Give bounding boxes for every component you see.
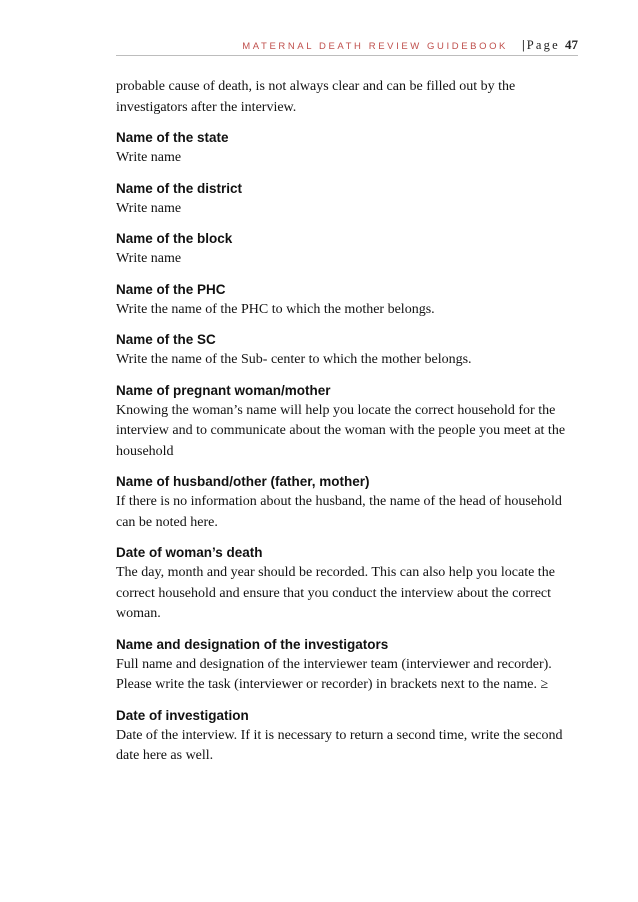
section-heading: Name of pregnant woman/mother xyxy=(116,382,331,398)
page-header xyxy=(116,37,578,56)
section-heading: Name of the PHC xyxy=(116,281,226,297)
section-sc xyxy=(116,330,584,371)
section-body: If there is no information about the husband, the name of the head of household can be noted here. xyxy=(116,494,562,530)
page-word: Page xyxy=(526,38,560,52)
section-heading: Date of investigation xyxy=(116,707,249,723)
section-body: Date of the interview. If it is necessary to return a second time, write the second date here as well. xyxy=(116,727,563,763)
page-separator: | xyxy=(522,38,525,52)
section-block xyxy=(116,229,584,270)
section-body: Write the name of the PHC to which the mother belongs. xyxy=(116,301,435,317)
intro-paragraph: probable cause of death, is not always clear and can be filled out by the investigators after the interview. xyxy=(116,79,516,115)
section-body: Write name xyxy=(116,200,182,216)
running-title: MATERNAL DEATH REVIEW GUIDEBOOK xyxy=(242,41,508,52)
section-body: The day, month and year should be recorded. This can also help you locate the correct household and ensure that you conduct the interview about the correct woman. xyxy=(116,565,555,621)
section-investigation-date xyxy=(116,706,584,767)
section-heading: Date of woman’s death xyxy=(116,545,263,560)
section-husband-name xyxy=(116,472,584,533)
section-heading: Name of the state xyxy=(116,130,229,145)
section-district xyxy=(116,179,584,220)
section-heading: Name of the district xyxy=(116,180,243,196)
section-heading: Name of husband/other (father, mother) xyxy=(116,474,370,489)
section-woman-name xyxy=(116,381,584,463)
section-state xyxy=(116,128,584,169)
page-number-label xyxy=(522,37,578,53)
page-number: 47 xyxy=(565,37,578,52)
page-body xyxy=(116,77,584,777)
section-body: Full name and designation of the interviewer team (interviewer and recorder). Please write the task (interviewer or recorder) in brackets next to the name. ≥ xyxy=(116,656,552,692)
section-body: Write name xyxy=(116,150,182,165)
section-heading: Name of the SC xyxy=(116,332,216,347)
section-heading: Name and designation of the investigators xyxy=(116,636,389,652)
section-death-date xyxy=(116,543,584,625)
section-investigators xyxy=(116,635,584,696)
section-heading: Name of the block xyxy=(116,231,233,246)
section-body: Knowing the woman’s name will help you locate the correct household for the interview and to communicate about the woman with the people you meet at the household xyxy=(116,402,566,459)
section-body: Write name xyxy=(116,251,182,266)
section-phc xyxy=(116,280,584,321)
section-body: Write the name of the Sub- center to which the mother belongs. xyxy=(116,352,472,367)
